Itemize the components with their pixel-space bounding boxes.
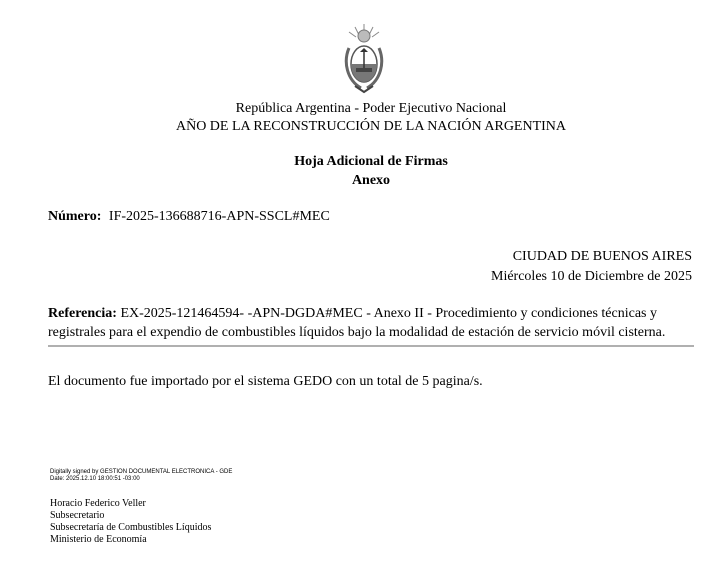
reference <box>48 304 688 342</box>
document-number <box>48 209 330 225</box>
place: CIUDAD DE BUENOS AIRES <box>512 249 692 264</box>
header-line-2: AÑO DE LA RECONSTRUCCIÓN DE LA NACIÓN ARGENTINA <box>175 119 567 134</box>
coat-of-arms-icon <box>343 22 385 94</box>
header-line-1: República Argentina - Poder Ejecutivo Nacional <box>235 101 507 116</box>
document-title: Hoja Adicional de Firmas <box>294 154 448 169</box>
reference-label: Referencia: <box>48 306 117 321</box>
body-text: El documento fue importado por el sistema GEDO con un total de 5 pagina/s. <box>48 374 483 389</box>
signer-name: Horacio Federico Veller <box>50 498 146 509</box>
signer-block <box>50 498 211 546</box>
signer-ministry: Ministerio de Economía <box>50 534 147 545</box>
document-number-value: IF-2025-136688716-APN-SSCL#MEC <box>108 209 330 224</box>
divider <box>48 345 694 347</box>
digital-signature-line-2: Date: 2025.12.10 18:00:51 -03:00 <box>50 476 140 482</box>
date: Miércoles 10 de Diciembre de 2025 <box>491 269 692 284</box>
signer-role: Subsecretario <box>50 510 105 521</box>
document-subtitle: Anexo <box>351 173 391 188</box>
digital-signature-line-1: Digitally signed by GESTION DOCUMENTAL ELECTRONICA - GDE <box>50 469 233 475</box>
digital-signature <box>50 469 232 483</box>
document-number-label: Número: <box>48 209 102 224</box>
reference-value: EX-2025-121464594- -APN-DGDA#MEC - Anexo II - Procedimiento y condiciones técnicas y registrales para el expendio de combustibles líquidos bajo la modalidad de estación de servicio móvil cisterna. <box>48 306 666 340</box>
signer-office: Subsecretaría de Combustibles Líquidos <box>50 522 212 533</box>
